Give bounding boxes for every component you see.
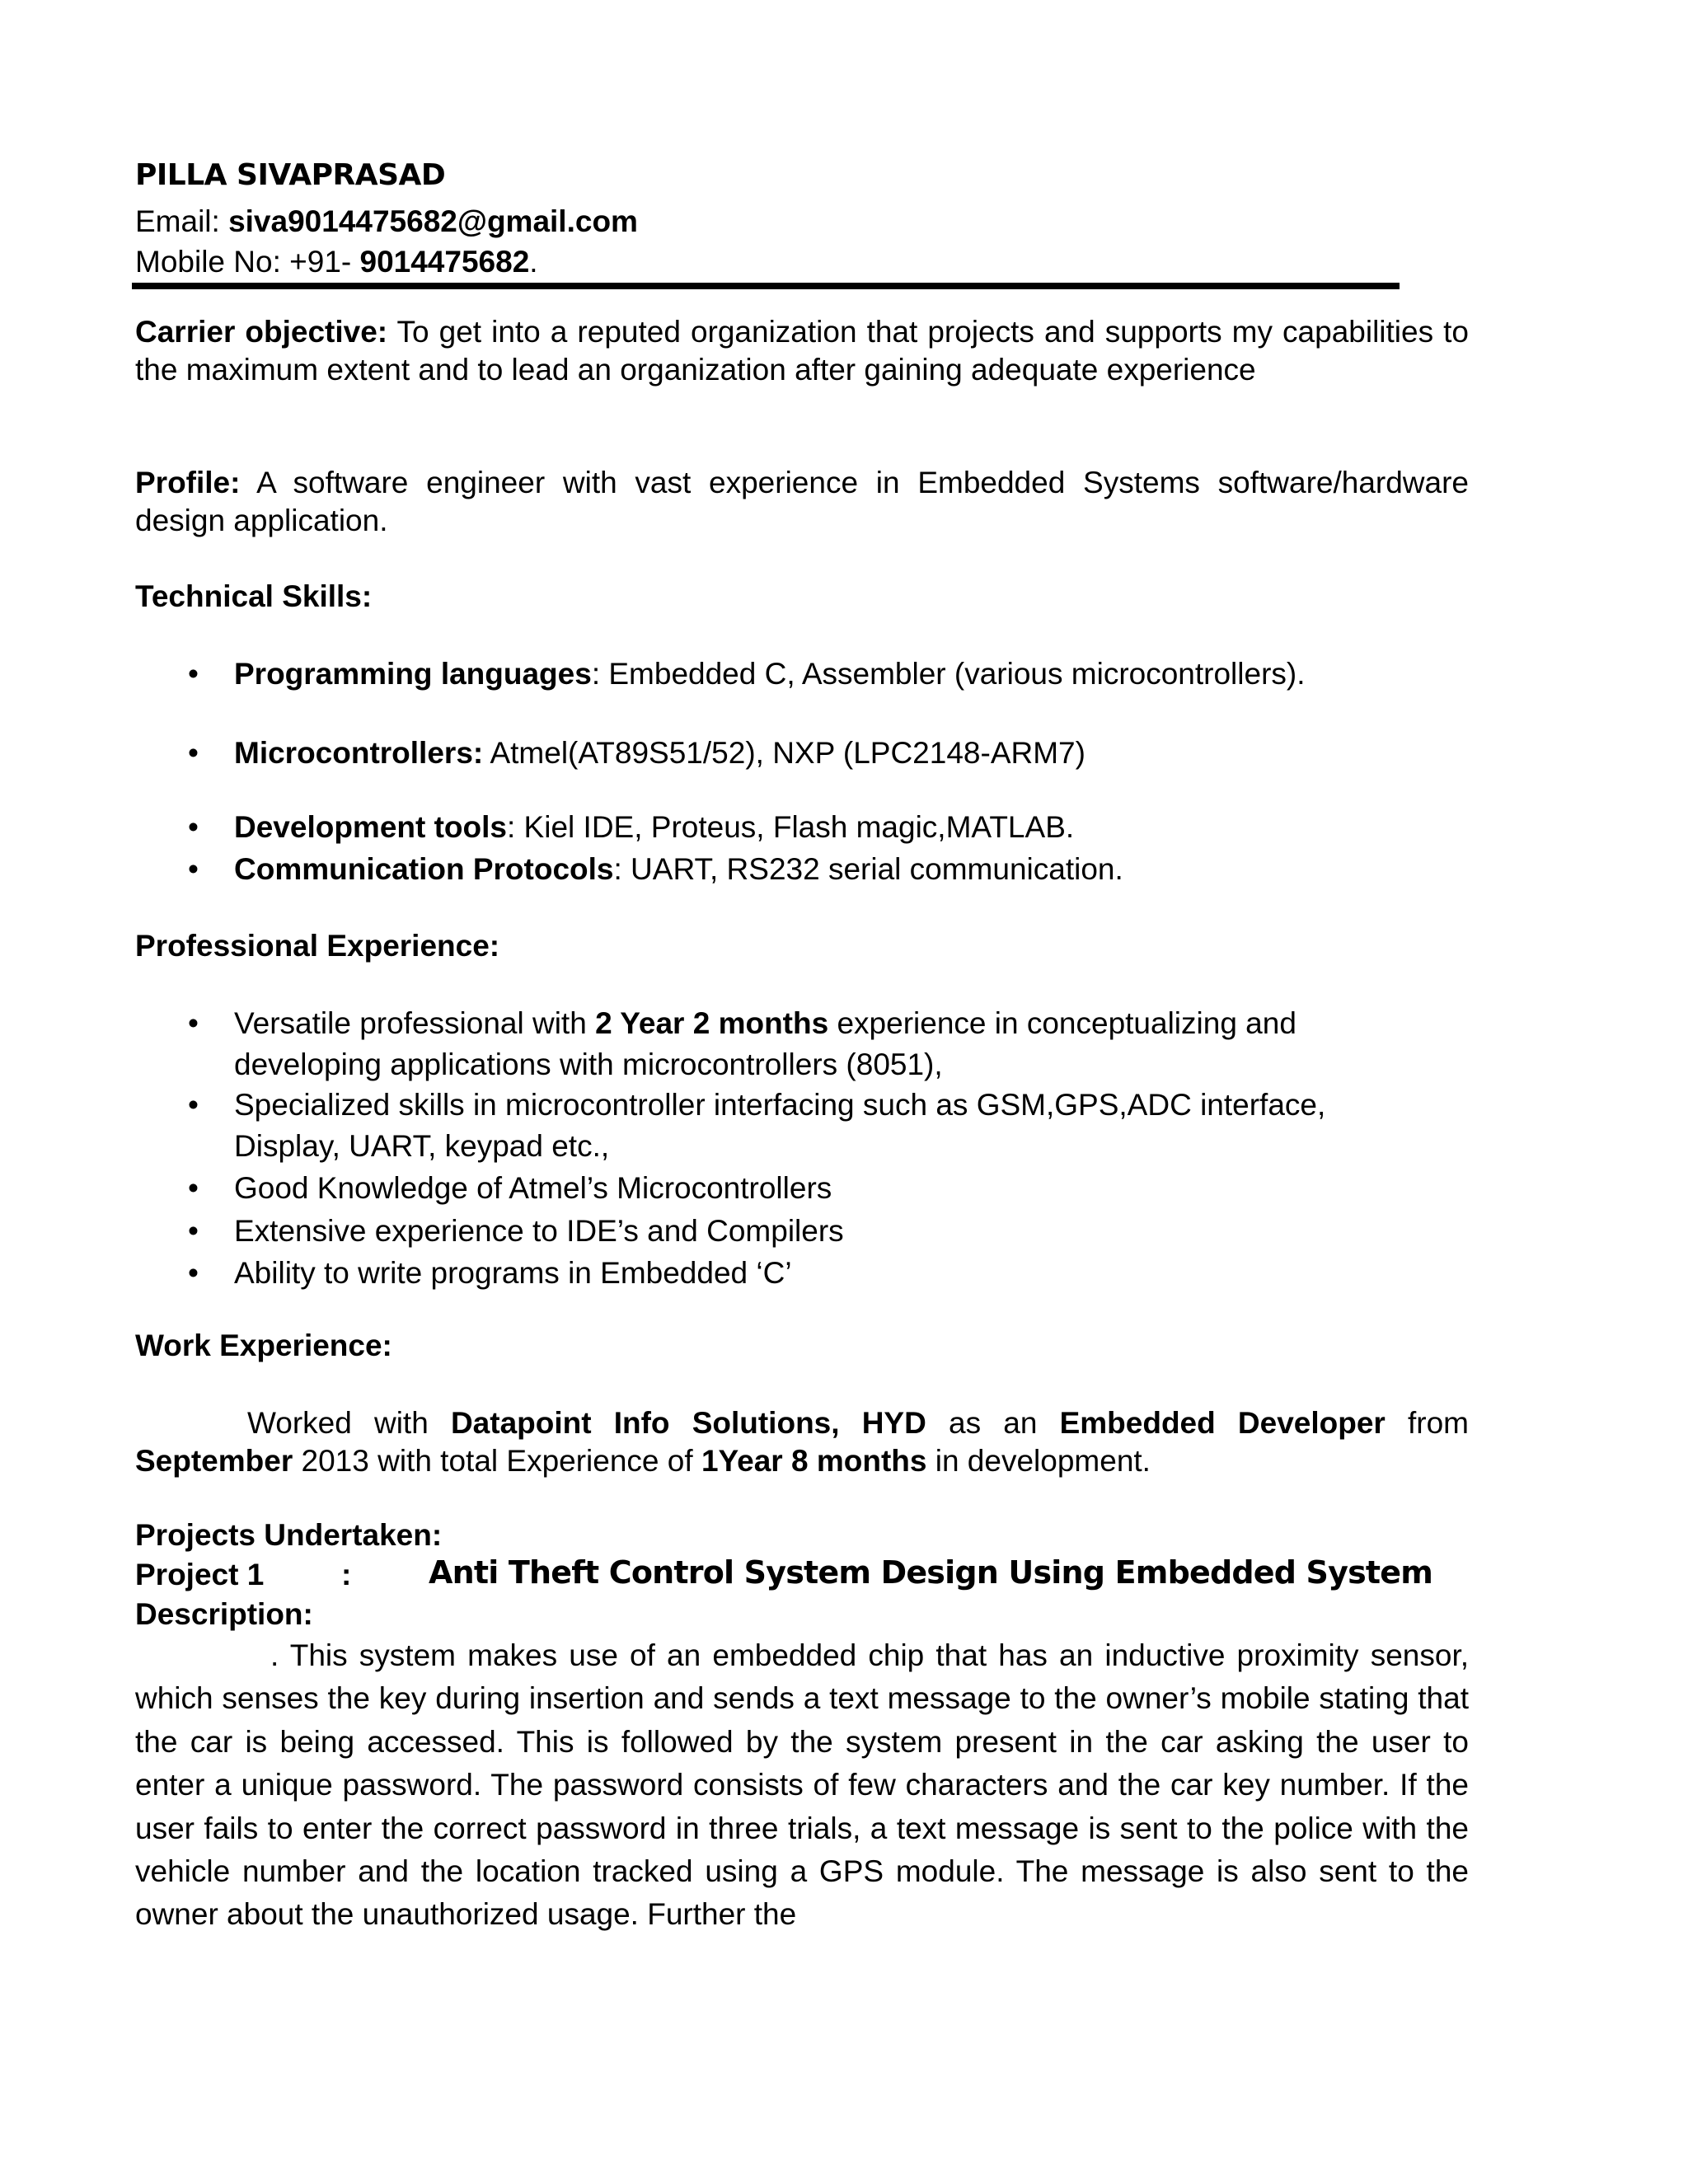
contact-info: [135, 201, 638, 282]
project-label: Project 1: [135, 1558, 265, 1591]
mobile-suffix: .: [529, 245, 538, 279]
list-item: [135, 1211, 1421, 1252]
list-item: [135, 1085, 1421, 1166]
skill-label: Programming languages: [234, 657, 592, 691]
skill-label: Development tools: [234, 810, 507, 844]
work-text: as an: [926, 1406, 1060, 1440]
skill-text: : UART, RS232 serial communication.: [613, 852, 1123, 886]
list-item: [135, 1168, 1421, 1209]
bullet-icon: •: [188, 852, 199, 886]
company-name: Datapoint Info Solutions, HYD: [450, 1406, 926, 1440]
project-description: . This system makes use of an embedded chip that has an inductive proximity sensor, which senses the key during insertion and sends a text message to the owner’s mobile stating that the car is being accessed. This is followed by the system present in the car asking the user to enter a unique password. The password consists of few characters and the car key number. If the user fails to enter the correct password in three trials, a text message is sent to the police with the vehicle number and the location tracked using a GPS module. The message is also sent to the owner about the unauthorized usage. Further the: [135, 1638, 1469, 1932]
start-month: September: [135, 1444, 293, 1478]
objective-label: Carrier objective:: [135, 315, 388, 349]
list-item: [135, 736, 1421, 771]
bullet-icon: •: [188, 657, 199, 691]
exp-text-post: experience in conceptualizing and developing applications with microcontrollers (8051),: [234, 1006, 1296, 1081]
technical-skills-list-3: [135, 806, 1421, 890]
bullet-icon: •: [188, 736, 199, 770]
projects-heading: Projects Undertaken:: [135, 1518, 443, 1552]
exp-text: Good Knowledge of Atmel’s Microcontrollers: [234, 1171, 832, 1205]
bullet-icon: •: [188, 1006, 199, 1040]
job-title: Embedded Developer: [1059, 1406, 1386, 1440]
skill-text: : Embedded C, Assembler (various microcontrollers).: [591, 657, 1306, 691]
technical-skills-list: [135, 657, 1421, 698]
email-line: [135, 201, 638, 241]
work-text: Worked with: [247, 1406, 451, 1440]
skill-text: Atmel(AT89S51/52), NXP (LPC2148-ARM7): [483, 736, 1085, 770]
mobile-value: 9014475682: [359, 245, 530, 279]
candidate-name: PILLA SIVAPRASAD: [135, 158, 446, 192]
email-label: Email:: [135, 204, 229, 238]
skill-label: Microcontrollers:: [234, 736, 484, 770]
description-label: Description:: [135, 1597, 313, 1631]
exp-text: Ability to write programs in Embedded ‘C’: [234, 1256, 792, 1290]
professional-experience-list: [135, 1003, 1421, 1294]
work-experience-paragraph: [135, 1404, 1469, 1480]
profile-label: Profile:: [135, 466, 241, 499]
bullet-icon: •: [188, 810, 199, 844]
skill-text: : Kiel IDE, Proteus, Flash magic,MATLAB.: [507, 810, 1075, 844]
total-experience: 1Year 8 months: [701, 1444, 927, 1478]
work-text: from: [1385, 1406, 1470, 1440]
bullet-icon: •: [188, 1213, 199, 1248]
work-experience-heading: Work Experience:: [135, 1329, 392, 1362]
list-item: [135, 1003, 1421, 1085]
bullet-icon: •: [188, 1171, 199, 1205]
technical-skills-list-2: [135, 736, 1421, 771]
project-title: Anti Theft Control System Design Using Embedded System: [429, 1554, 1433, 1591]
profile-paragraph: [135, 464, 1469, 540]
mobile-label: Mobile No: +91-: [135, 245, 360, 279]
exp-text-pre: Versatile professional with: [234, 1006, 596, 1040]
skill-label: Communication Protocols: [234, 852, 614, 886]
project-colon: :: [341, 1558, 352, 1591]
bullet-icon: •: [188, 1088, 199, 1122]
list-item: [135, 1253, 1421, 1294]
work-text: 2013 with total Experience of: [293, 1444, 701, 1478]
list-item: [135, 848, 1421, 890]
objective-text: To get into a reputed organization that projects and supports my capabilities to the maximum extent and to lead an organization after gaining adequate experience: [135, 315, 1469, 387]
profile-text: A software engineer with vast experience in Embedded Systems software/hardware design application.: [135, 466, 1469, 537]
bullet-icon: •: [188, 1256, 199, 1290]
exp-text: Extensive experience to IDE’s and Compilers: [234, 1213, 844, 1248]
list-item: [135, 806, 1421, 848]
technical-skills-heading: Technical Skills:: [135, 579, 373, 613]
objective-paragraph: [135, 313, 1469, 389]
list-item: [135, 657, 1421, 698]
work-text: in development.: [926, 1444, 1151, 1478]
professional-experience-heading: Professional Experience:: [135, 929, 500, 963]
header-divider: [132, 283, 1400, 289]
exp-duration: 2 Year 2 months: [595, 1006, 829, 1040]
email-value: siva9014475682@gmail.com: [228, 204, 638, 238]
exp-text: Specialized skills in microcontroller interfacing such as GSM,GPS,ADC interface, Display, UART, keypad etc.,: [234, 1088, 1326, 1163]
mobile-line: [135, 241, 638, 282]
